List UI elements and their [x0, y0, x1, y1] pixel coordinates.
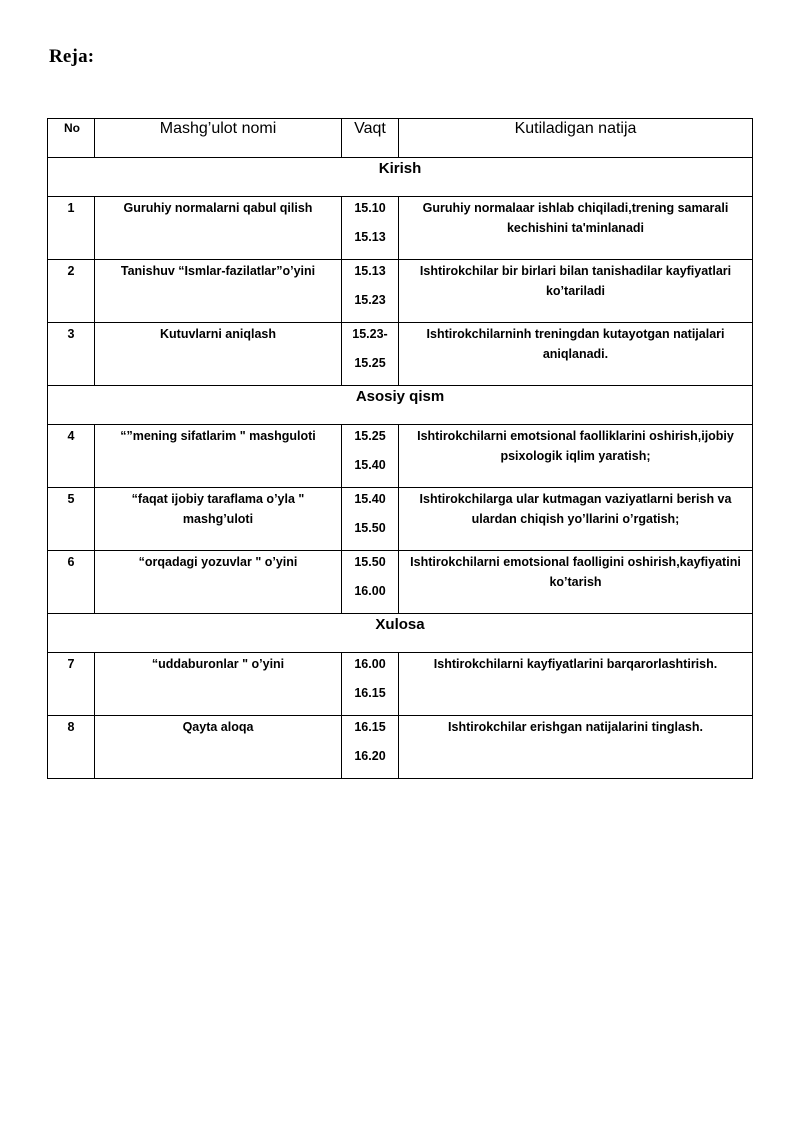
expected-result: Ishtirokchilar bir birlari bilan tanishadilar kayfiyatlari ko’tariladi: [399, 260, 753, 323]
time-cell: [342, 197, 399, 260]
page-heading: Reja:: [49, 46, 95, 67]
table-row: [48, 653, 753, 716]
expected-result: Ishtirokchilar erishgan natijalarini tinglash.: [399, 716, 753, 779]
table-row: [48, 197, 753, 260]
time-cell: [342, 551, 399, 614]
expected-result: Guruhiy normalaar ishlab chiqiladi,trening samarali kechishini ta'minlanadi: [399, 197, 753, 260]
time-cell: [342, 716, 399, 779]
time-start: 15.10: [354, 201, 386, 215]
expected-result: Ishtirokchilarninh treningdan kutayotgan natijalari aniqlanadi.: [399, 323, 753, 386]
time-start: 15.25: [354, 429, 386, 443]
activity-name: Tanishuv “Ismlar-fazilatlar”o’yini: [95, 260, 342, 323]
table-header-row: [48, 119, 753, 158]
section-title: Xulosa: [48, 614, 753, 653]
header-result: Kutiladigan natija: [399, 119, 753, 158]
row-number: 5: [48, 488, 95, 551]
header-time: Vaqt: [342, 119, 399, 158]
table-row: [48, 488, 753, 551]
section-title: Kirish: [48, 158, 753, 197]
section-row: [48, 614, 753, 653]
activity-name: “”mening sifatlarim " mashguloti: [95, 425, 342, 488]
expected-result: Ishtirokchilarga ular kutmagan vaziyatlarni berish va ulardan chiqish yo’llarini o’rgatish;: [399, 488, 753, 551]
section-row: [48, 386, 753, 425]
row-number: 4: [48, 425, 95, 488]
header-no: No: [48, 119, 95, 158]
schedule-table: [47, 118, 753, 779]
time-cell: [342, 488, 399, 551]
time-start: 16.00: [354, 657, 386, 671]
time-end: 15.13: [354, 230, 386, 244]
time-start: 15.13: [354, 264, 386, 278]
time-end: 16.20: [354, 749, 386, 763]
time-end: 15.23: [354, 293, 386, 307]
table-row: [48, 716, 753, 779]
time-end: 15.40: [354, 458, 386, 472]
time-start: 15.50: [354, 555, 386, 569]
row-number: 8: [48, 716, 95, 779]
header-name: Mashg’ulot nomi: [95, 119, 342, 158]
time-start: 15.23-: [352, 327, 388, 341]
expected-result: Ishtirokchilarni emotsional faolligini oshirish,kayfiyatini ko’tarish: [399, 551, 753, 614]
time-start: 16.15: [354, 720, 386, 734]
activity-name: “faqat ijobiy taraflama o’yla " mashg’uloti: [95, 488, 342, 551]
row-number: 6: [48, 551, 95, 614]
table-row: [48, 551, 753, 614]
expected-result: Ishtirokchilarni kayfiyatlarini barqarorlashtirish.: [399, 653, 753, 716]
time-start: 15.40: [354, 492, 386, 506]
time-cell: [342, 260, 399, 323]
row-number: 7: [48, 653, 95, 716]
row-number: 2: [48, 260, 95, 323]
section-row: [48, 158, 753, 197]
time-end: 15.25: [354, 356, 386, 370]
time-end: 16.00: [354, 584, 386, 598]
table-row: [48, 323, 753, 386]
expected-result: Ishtirokchilarni emotsional faolliklarini oshirish,ijobiy psixologik iqlim yaratish;: [399, 425, 753, 488]
activity-name: “orqadagi yozuvlar " o’yini: [95, 551, 342, 614]
time-end: 15.50: [354, 521, 386, 535]
activity-name: “uddaburonlar " o’yini: [95, 653, 342, 716]
table-row: [48, 425, 753, 488]
time-cell: [342, 425, 399, 488]
section-title: Asosiy qism: [48, 386, 753, 425]
table-row: [48, 260, 753, 323]
activity-name: Qayta aloqa: [95, 716, 342, 779]
time-cell: [342, 323, 399, 386]
activity-name: Guruhiy normalarni qabul qilish: [95, 197, 342, 260]
activity-name: Kutuvlarni aniqlash: [95, 323, 342, 386]
time-cell: [342, 653, 399, 716]
time-end: 16.15: [354, 686, 386, 700]
row-number: 1: [48, 197, 95, 260]
row-number: 3: [48, 323, 95, 386]
